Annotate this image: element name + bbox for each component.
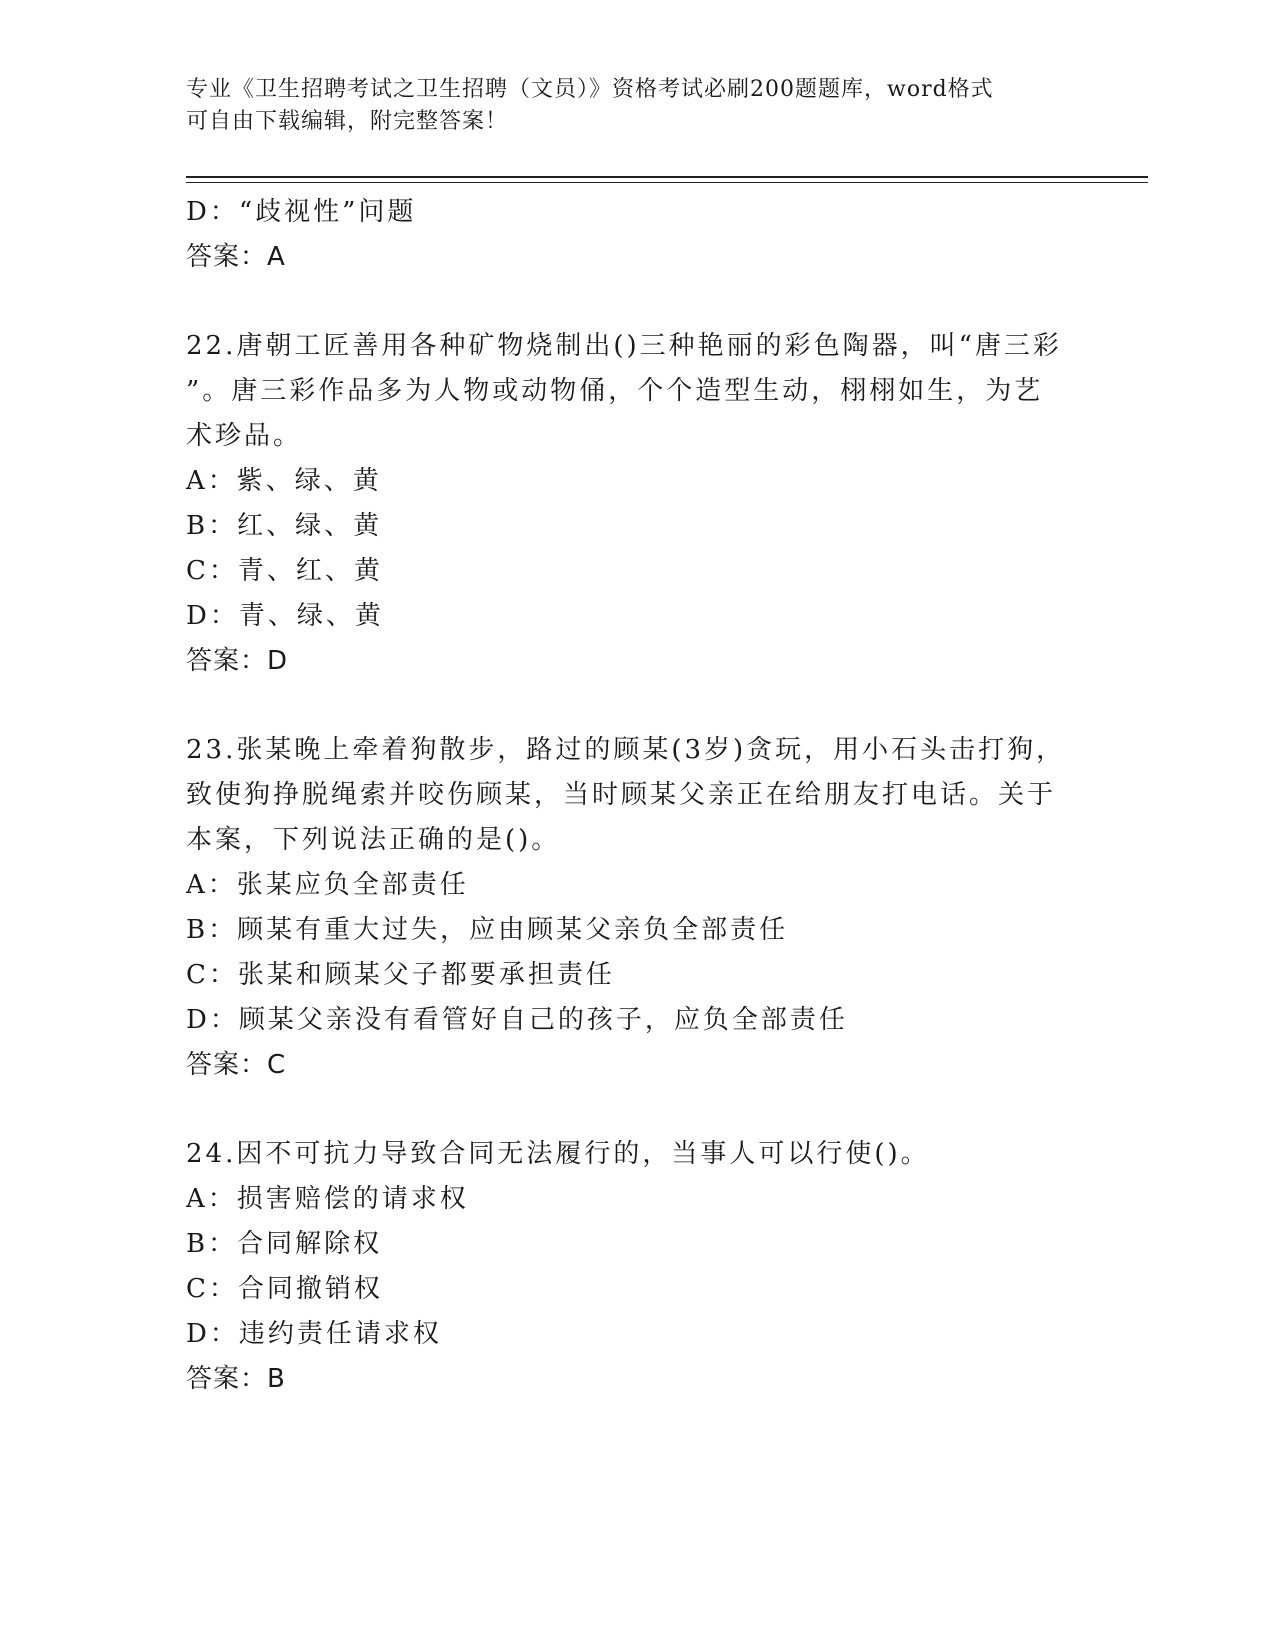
carryover-answer: 答案：A xyxy=(186,242,286,272)
option-c: C：合同撤销权 xyxy=(186,1274,383,1304)
header-divider-thin xyxy=(186,182,1148,183)
page-header xyxy=(186,74,1086,138)
option-d: D：顾某父亲没有看管好自己的孩子，应负全部责任 xyxy=(186,1005,848,1035)
answer: 答案：D xyxy=(186,646,289,676)
answer: 答案：B xyxy=(186,1364,286,1394)
option-a: A：张某应负全部责任 xyxy=(186,870,469,900)
header-line-1: 专业《卫生招聘考试之卫生招聘（文员）》资格考试必刷200题题库，word格式 xyxy=(186,77,994,102)
question-text-line: 致使狗挣脱绳索并咬伤顾某，当时顾某父亲正在给朋友打电话。关于 xyxy=(186,780,1057,810)
option-d: D：青、绿、黄 xyxy=(186,601,384,631)
question-text-line: 本案，下列说法正确的是()。 xyxy=(186,825,561,855)
answer: 答案：C xyxy=(186,1050,287,1080)
question-text-line: 术珍品。 xyxy=(186,421,303,451)
question-23 xyxy=(186,728,1086,1088)
question-text-line: ”。唐三彩作品多为人物或动物俑，个个造型生动，栩栩如生，为艺 xyxy=(186,376,1044,406)
option-b: B：红、绿、黄 xyxy=(186,511,383,541)
option-b: B：顾某有重大过失，应由顾某父亲负全部责任 xyxy=(186,915,789,945)
question-text-line: 24.因不可抗力导致合同无法履行的，当事人可以行使()。 xyxy=(186,1139,930,1169)
question-22 xyxy=(186,324,1086,684)
option-d: D：违约责任请求权 xyxy=(186,1319,442,1349)
option-a: A：损害赔偿的请求权 xyxy=(186,1184,469,1214)
question-24 xyxy=(186,1132,1086,1402)
option-a: A：紫、绿、黄 xyxy=(186,466,382,496)
carryover-option: D：“歧视性”问题 xyxy=(186,197,417,227)
question-list xyxy=(186,190,1086,1402)
header-divider-thick xyxy=(186,176,1148,178)
header-line-2: 可自由下载编辑，附完整答案！ xyxy=(186,109,509,134)
option-c: C：张某和顾某父子都要承担责任 xyxy=(186,960,615,990)
question-text-line: 22.唐朝工匠善用各种矿物烧制出()三种艳丽的彩色陶器，叫“唐三彩 xyxy=(186,331,1062,361)
question-text-line: 23.张某晚上牵着狗散步，路过的顾某(3岁)贪玩，用小石头击打狗， xyxy=(186,735,1066,765)
option-c: C：青、红、黄 xyxy=(186,556,383,586)
option-b: B：合同解除权 xyxy=(186,1229,383,1259)
